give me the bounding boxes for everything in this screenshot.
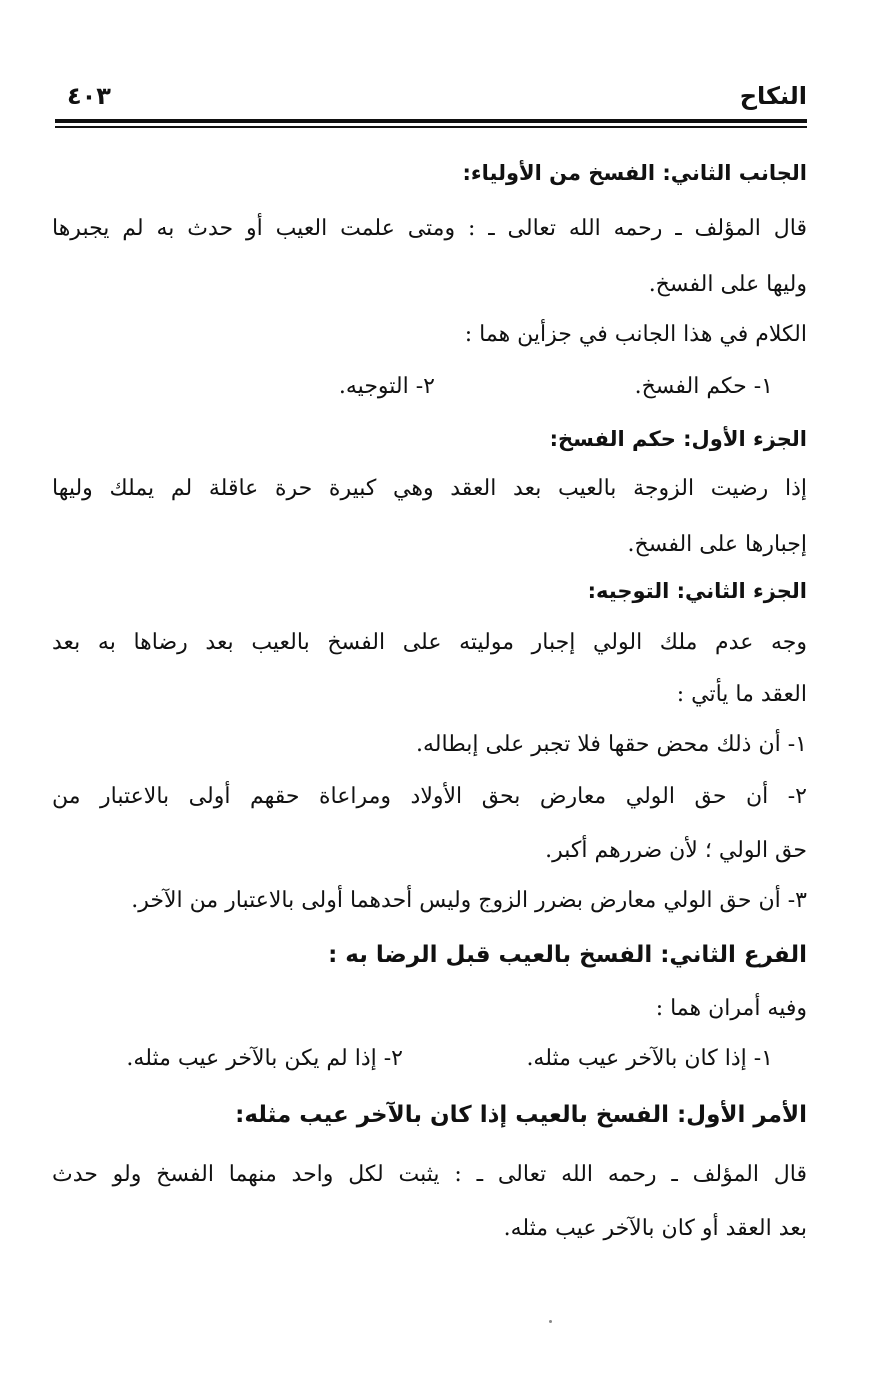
header-rule-thick xyxy=(55,119,807,123)
branch-intro: وفيه أمران هما : xyxy=(655,996,807,1021)
quote1-line2: وليها على الفسخ. xyxy=(648,272,807,297)
quote2-line1: قال المؤلف ـ رحمه الله تعالى ـ : يثبت لكل واحد منهما الفسخ ولو حدث xyxy=(52,1162,807,1187)
part1-heading: الجزء الأول: حكم الفسخ: xyxy=(549,427,807,451)
intro-parts: الكلام في هذا الجانب في جزأين هما : xyxy=(464,322,807,347)
part-item-1: ١- حكم الفسخ. xyxy=(634,374,773,399)
part-item-2: ٢- التوجيه. xyxy=(338,374,435,399)
part2-heading: الجزء الثاني: التوجيه: xyxy=(587,579,807,603)
chapter-title: النكاح xyxy=(739,82,807,110)
matter1-heading: الأمر الأول: الفسخ بالعيب إذا كان بالآخر عيب مثله: xyxy=(235,1102,807,1128)
matter-item-2: ٢- إذا لم يكن بالآخر عيب مثله. xyxy=(126,1046,403,1071)
reason-1: ١- أن ذلك محض حقها فلا تجبر على إبطاله. xyxy=(416,732,807,757)
running-header xyxy=(55,78,807,118)
header-rule-thin xyxy=(55,126,807,128)
matter-item-1: ١- إذا كان بالآخر عيب مثله. xyxy=(526,1046,773,1071)
quote1-line1: قال المؤلف ـ رحمه الله تعالى ـ : ومتى علمت العيب أو حدث به لم يجبرها xyxy=(52,216,807,241)
quote2-line2: بعد العقد أو كان بالآخر عيب مثله. xyxy=(503,1216,807,1241)
part1-text-line1: إذا رضيت الزوجة بالعيب بعد العقد وهي كبيرة حرة عاقلة لم يملك وليها xyxy=(52,476,807,501)
reason-2-line2: حق الولي ؛ لأن ضررهم أكبر. xyxy=(545,838,807,863)
scan-speck xyxy=(549,1320,552,1323)
reason-2-line1: ٢- أن حق الولي معارض بحق الأولاد ومراعاة حقهم أولى بالاعتبار من xyxy=(52,784,807,809)
section-heading: الجانب الثاني: الفسخ من الأولياء: xyxy=(462,161,807,185)
reason-3: ٣- أن حق الولي معارض بضرر الزوج وليس أحدهما أولى بالاعتبار من الآخر. xyxy=(131,888,807,913)
part2-text-line1: وجه عدم ملك الولي إجبار موليته على الفسخ بالعيب بعد رضاها به بعد xyxy=(52,630,807,655)
page-number: ٤٠٣ xyxy=(67,82,111,110)
part2-text-line2: العقد ما يأتي : xyxy=(676,682,807,707)
branch-heading: الفرع الثاني: الفسخ بالعيب قبل الرضا به : xyxy=(328,942,807,968)
part1-text-line2: إجبارها على الفسخ. xyxy=(627,532,807,557)
